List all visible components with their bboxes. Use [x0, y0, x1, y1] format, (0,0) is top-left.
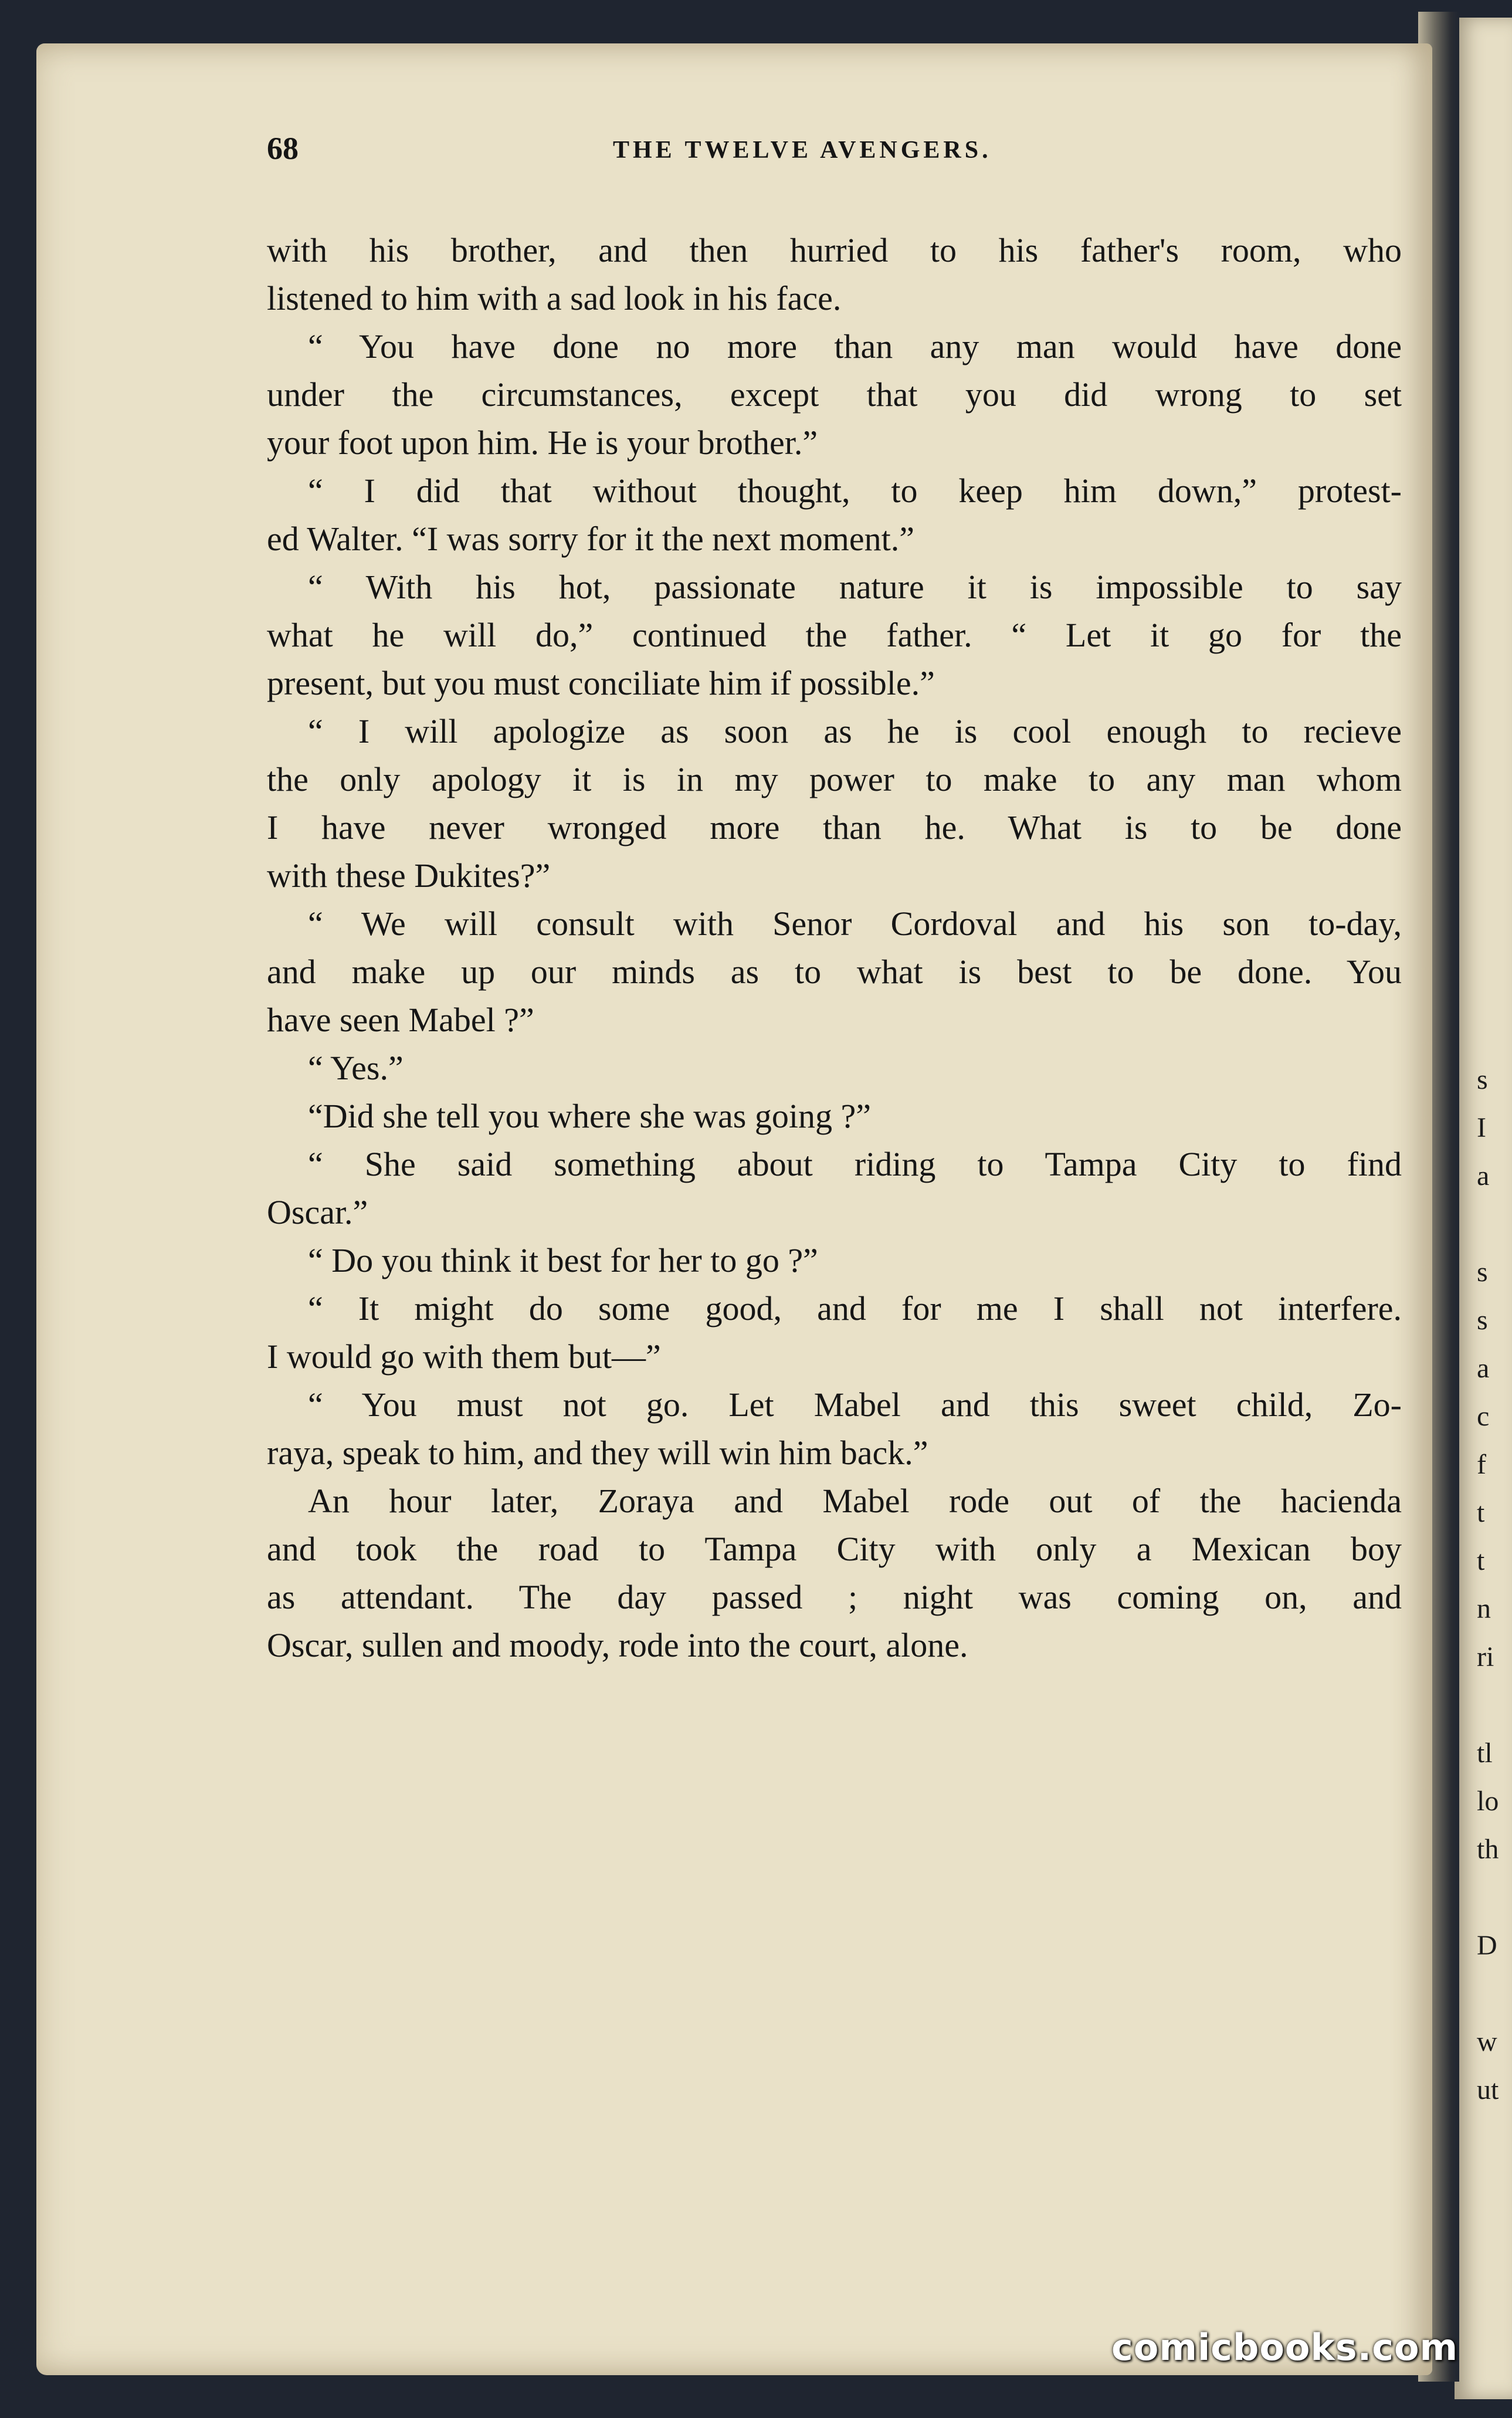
text-line: and make up our minds as to what is best to be done. You [267, 953, 1402, 991]
facing-page-fragment: ri [1477, 1641, 1494, 1672]
text-line: under the circumstances, except that you did wrong to set [267, 375, 1402, 414]
text-line: An hour later, Zoraya and Mabel rode out of the hacienda [308, 1482, 1402, 1520]
facing-page-fragment: c [1477, 1401, 1490, 1432]
facing-page-fragment: f [1477, 1449, 1486, 1480]
text-line: “ You must not go. Let Mabel and this sweet child, Zo- [308, 1386, 1402, 1424]
text-line: as attendant. The day passed ; night was coming on, and [267, 1578, 1402, 1616]
site-watermark: comicbooks.com [1111, 2326, 1459, 2369]
text-line: “ You have done no more than any man would have done [308, 327, 1402, 365]
facing-page-fragment: n [1477, 1593, 1491, 1624]
page-header [267, 130, 1411, 177]
text-line: “ It might do some good, and for me I shall not interfere. [308, 1289, 1402, 1327]
facing-page-fragment: tl [1477, 1738, 1493, 1769]
text-line: your foot upon him. He is your brother.” [267, 424, 818, 462]
page-body-text [267, 226, 1402, 1669]
facing-page-fragment: s [1477, 1305, 1488, 1336]
page-number: 68 [267, 131, 299, 166]
text-line: “ Do you think it best for her to go ?” [308, 1241, 818, 1279]
facing-page-fragment: th [1477, 1834, 1499, 1865]
facing-page-fragment: t [1477, 1545, 1485, 1576]
facing-page-fragment: a [1477, 1353, 1490, 1384]
text-line: listened to him with a sad look in his face. [267, 279, 842, 317]
facing-page-fragment: s [1477, 1064, 1488, 1095]
facing-page-fragment [1477, 1970, 1512, 2018]
facing-page-fragment: s [1477, 1257, 1488, 1288]
text-line: raya, speak to him, and they will win him back.” [267, 1434, 928, 1472]
facing-page-text-fragments [1477, 1056, 1512, 2114]
text-line: with these Dukites?” [267, 856, 551, 895]
running-title: THE TWELVE AVENGERS. [613, 137, 992, 164]
text-line: “ With his hot, passionate nature it is impossible to say [308, 568, 1402, 606]
facing-page-fragment: lo [1477, 1786, 1499, 1817]
text-line: the only apology it is in my power to make to any man whom [267, 760, 1402, 798]
text-line: “Did she tell you where she was going ?” [308, 1097, 871, 1135]
facing-page-fragment [1477, 1874, 1512, 1922]
facing-page-fragment [1477, 1681, 1512, 1729]
text-line: “ Yes.” [308, 1049, 404, 1087]
text-line: “ I did that without thought, to keep him down,” protest- [308, 472, 1402, 510]
text-line: have seen Mabel ?” [267, 1001, 534, 1039]
facing-page-fragment [1477, 1200, 1512, 1248]
text-line: Oscar.” [267, 1193, 368, 1231]
text-line: ed Walter. “I was sorry for it the next moment.” [267, 520, 914, 558]
text-line: with his brother, and then hurried to his father's room, who [267, 231, 1402, 269]
text-line: I would go with them but—” [267, 1337, 661, 1376]
facing-page-fragment: I [1477, 1112, 1486, 1143]
facing-page-fragment: t [1477, 1497, 1485, 1528]
text-line: what he will do,” continued the father. “ Let it go for the [267, 616, 1402, 654]
facing-page-fragment: ut [1477, 2074, 1499, 2105]
text-line: Oscar, sullen and moody, rode into the court, alone. [267, 1626, 968, 1664]
text-line: “ I will apologize as soon as he is cool enough to recieve [308, 712, 1402, 750]
facing-page-fragment: a [1477, 1160, 1490, 1191]
text-line: present, but you must conciliate him if possible.” [267, 664, 935, 702]
text-line: “ We will consult with Senor Cordoval and his son to-day, [308, 905, 1402, 943]
facing-page-fragment: D [1477, 1930, 1497, 1961]
text-line: I have never wronged more than he. What is to be done [267, 808, 1402, 846]
text-line: and took the road to Tampa City with only a Mexican boy [267, 1530, 1402, 1568]
text-line: “ She said something about riding to Tampa City to find [308, 1145, 1402, 1183]
facing-page-fragment: w [1477, 2026, 1497, 2057]
